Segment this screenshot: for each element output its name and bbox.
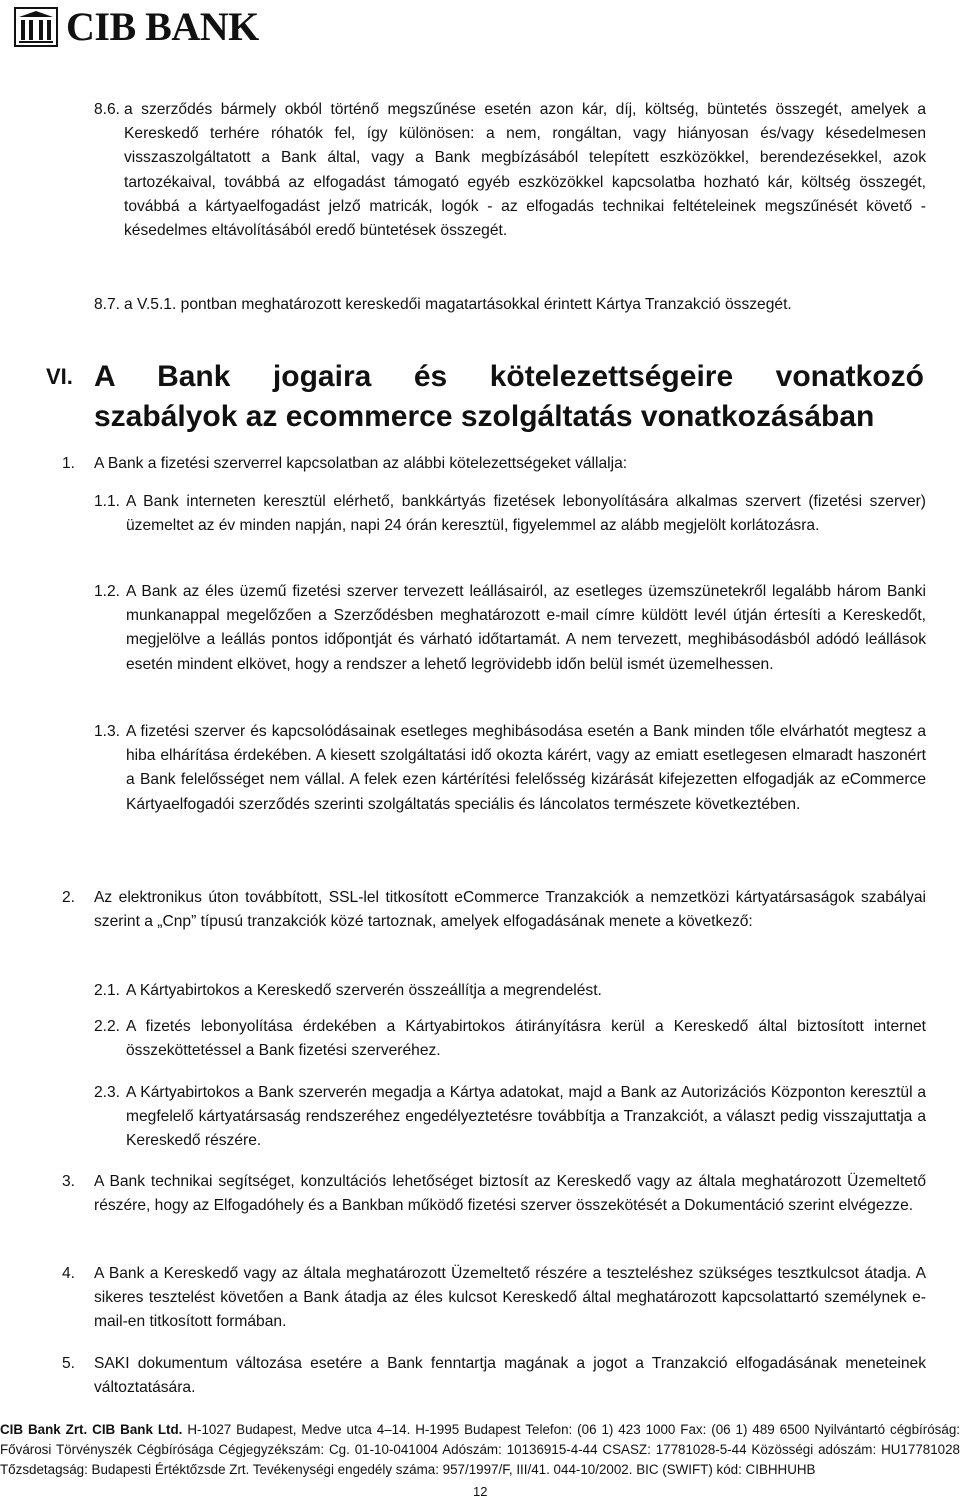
subpoint-number: 2.2.: [94, 1018, 121, 1035]
item-text: a V.5.1. pontban meghatározott kereskedői magatartásokkal érintett Kártya Tranzakció összegét.: [124, 296, 792, 313]
subpoint-number: 2.3.: [94, 1084, 121, 1101]
subpoint-number: 2.1.: [94, 982, 121, 999]
subpoint-text: A Kártyabirtokos a Kereskedő szerverén összeállítja a megrendelést.: [126, 982, 602, 999]
subpoint-number: 1.3.: [94, 723, 121, 740]
point-number: 1.: [62, 455, 76, 472]
item-number: 8.6.: [94, 101, 121, 118]
point-text: SAKI dokumentum változása esetére a Bank fenntartja magának a jogot a Tranzakció elfogadásának meneteinek változtatására.: [94, 1355, 926, 1397]
subpoint-text: A Kártyabirtokos a Bank szerverén megadja a Kártya adatokat, majd a Bank az Autorizációs Központon keresztül a megfelelő kártyatársaság rendszeréhez engedélyeztetésre továbbítja a Tranzakciót, a választ pedig visszajuttatja a Kereskedő részére.: [126, 1084, 926, 1150]
point-text: Az elektronikus úton továbbított, SSL-lel titkosított eCommerce Tranzakciók a nemzetközi kártyatársaságok szabályai szerint a „Cnp” típusú tranzakciók közé tartoznak, amelyek elfogadásának menete a következő:: [94, 889, 926, 931]
logo-wordmark: CIB BANK: [66, 4, 259, 49]
section-title-line1: A Bank jogaira és kötelezettségeire vonatkozó: [94, 360, 924, 393]
footer: [0, 1420, 960, 1480]
point-number: 5.: [62, 1355, 76, 1372]
section-numeral: VI.: [46, 364, 73, 389]
footer-company: CIB Bank Zrt. CIB Bank Ltd.: [0, 1422, 183, 1437]
subpoint-text: A fizetési szerver és kapcsolódásainak esetleges meghibásodása esetén a Bank minden tőle elvárhatót megtesz a hiba elhárítása érdekében. A kiesett szolgáltatási idő okozta kárért, vagy az emiatt esetlegesen elmaradt haszonért a Bank felelősséget nem vállal. A felek ezen kártérítési felelősség kizárását kifejezetten elfogadják az eCommerce Kártyaelfogadói szerződés szerinti szolgáltatás speciális és láncolatos természete következtében.: [126, 723, 926, 813]
item-number: 8.7.: [94, 296, 121, 313]
subpoint-text: A Bank interneten keresztül elérhető, bankkártyás fizetések lebonyolítására alkalmas szervert (fizetési szerver) üzemeltet az év minden napján, napi 24 órán keresztül, figyelemmel az alább megjelölt korlátozásra.: [126, 493, 926, 535]
point-text: A Bank a Kereskedő vagy az általa meghatározott Üzemeltető részére a teszteléshez szükséges tesztkulcsot átadja. A sikeres tesztelést követően a Bank átadja az éles kulcsot Kereskedő által meghatározott kapcsolattartó személynek e-mail-en titkosított formában.: [94, 1265, 926, 1331]
point-number: 4.: [62, 1265, 76, 1282]
subpoint-text: A fizetés lebonyolítása érdekében a Kártyabirtokos átirányításra kerül a Kereskedő által biztosított internet összeköttetéssel a Bank fizetési szerveréhez.: [126, 1018, 926, 1060]
subpoint-number: 1.1.: [94, 493, 121, 510]
bank-building-icon: [14, 7, 58, 47]
page-number: 12: [473, 1484, 488, 1499]
point-text: A Bank technikai segítséget, konzultációs lehetőséget biztosít az Kereskedő vagy az általa meghatározott Üzemeltető részére, hogy az Elfogadóhely és a Bankban működő fizetési szerver összekötését a Dokumentáció szerint elvégezze.: [94, 1173, 926, 1215]
section-title-line2: szabályok az ecommerce szolgáltatás vonatkozásában: [94, 400, 875, 433]
subpoint-text: A Bank az éles üzemű fizetési szerver tervezett leállásairól, az esetleges üzemszünetekről legalább három Banki munkanappal megelőzően a Szerződésben meghatározott e-mail címre küldött levél útján értesíti a Kereskedőt, megjelölve a leállás pontos időpontját és várható időtartamát. A nem tervezett, meghibásodásból adódó leállások esetén mindent elkövet, hogy a rendszer a lehető legrövidebb időn belül ismét üzemelhessen.: [126, 583, 926, 673]
cib-bank-logo: [14, 6, 259, 48]
subpoint-number: 1.2.: [94, 583, 121, 600]
point-number: 2.: [62, 889, 76, 906]
point-text: A Bank a fizetési szerverrel kapcsolatban az alábbi kötelezettségeket vállalja:: [94, 455, 628, 472]
item-text: a szerződés bármely okból történő megszűnése esetén azon kár, díj, költség, büntetés összegét, amelyek a Kereskedő terhére róhatók fel, így különösen: a nem, rongáltan, vagy hiányosan és/vagy késedelmesen visszaszolgáltatott a Bank által, vagy a Bank megbízásából telepített eszközökkel, berendezésekkel, azok tartozékaival, továbbá az elfogadást támogató egyéb eszközökkel kapcsolatba hozható kár, költség összegét, továbbá a kártyaelfogadást jelző matricák, logók - az elfogadás technikai feltételeinek megszűnését követő - késedelmes eltávolításából eredő büntetések összegét.: [124, 101, 926, 240]
point-number: 3.: [62, 1173, 76, 1190]
footer-details: H-1027 Budapest, Medve utca 4–14. H-1995 Budapest Telefon: (06 1) 423 1000 Fax: (06 1) 489 6500 Nyilvántartó cégbíróság: Fővárosi Törvényszék Cégbírósága Cégjegyzékszám: Cg. 01-10-041004 Adószám: 10136915-4-44 CSASZ: 17781028-5-44 Közösségi adószám: HU17781028 Tőzsdetagság: Budapesti Értéktőzsde Zrt. Tevékenységi engedély száma: 957/1997/F, III/41. 044-10/2002. BIC (SWIFT) kód: CIBHHUHB: [0, 1422, 960, 1477]
